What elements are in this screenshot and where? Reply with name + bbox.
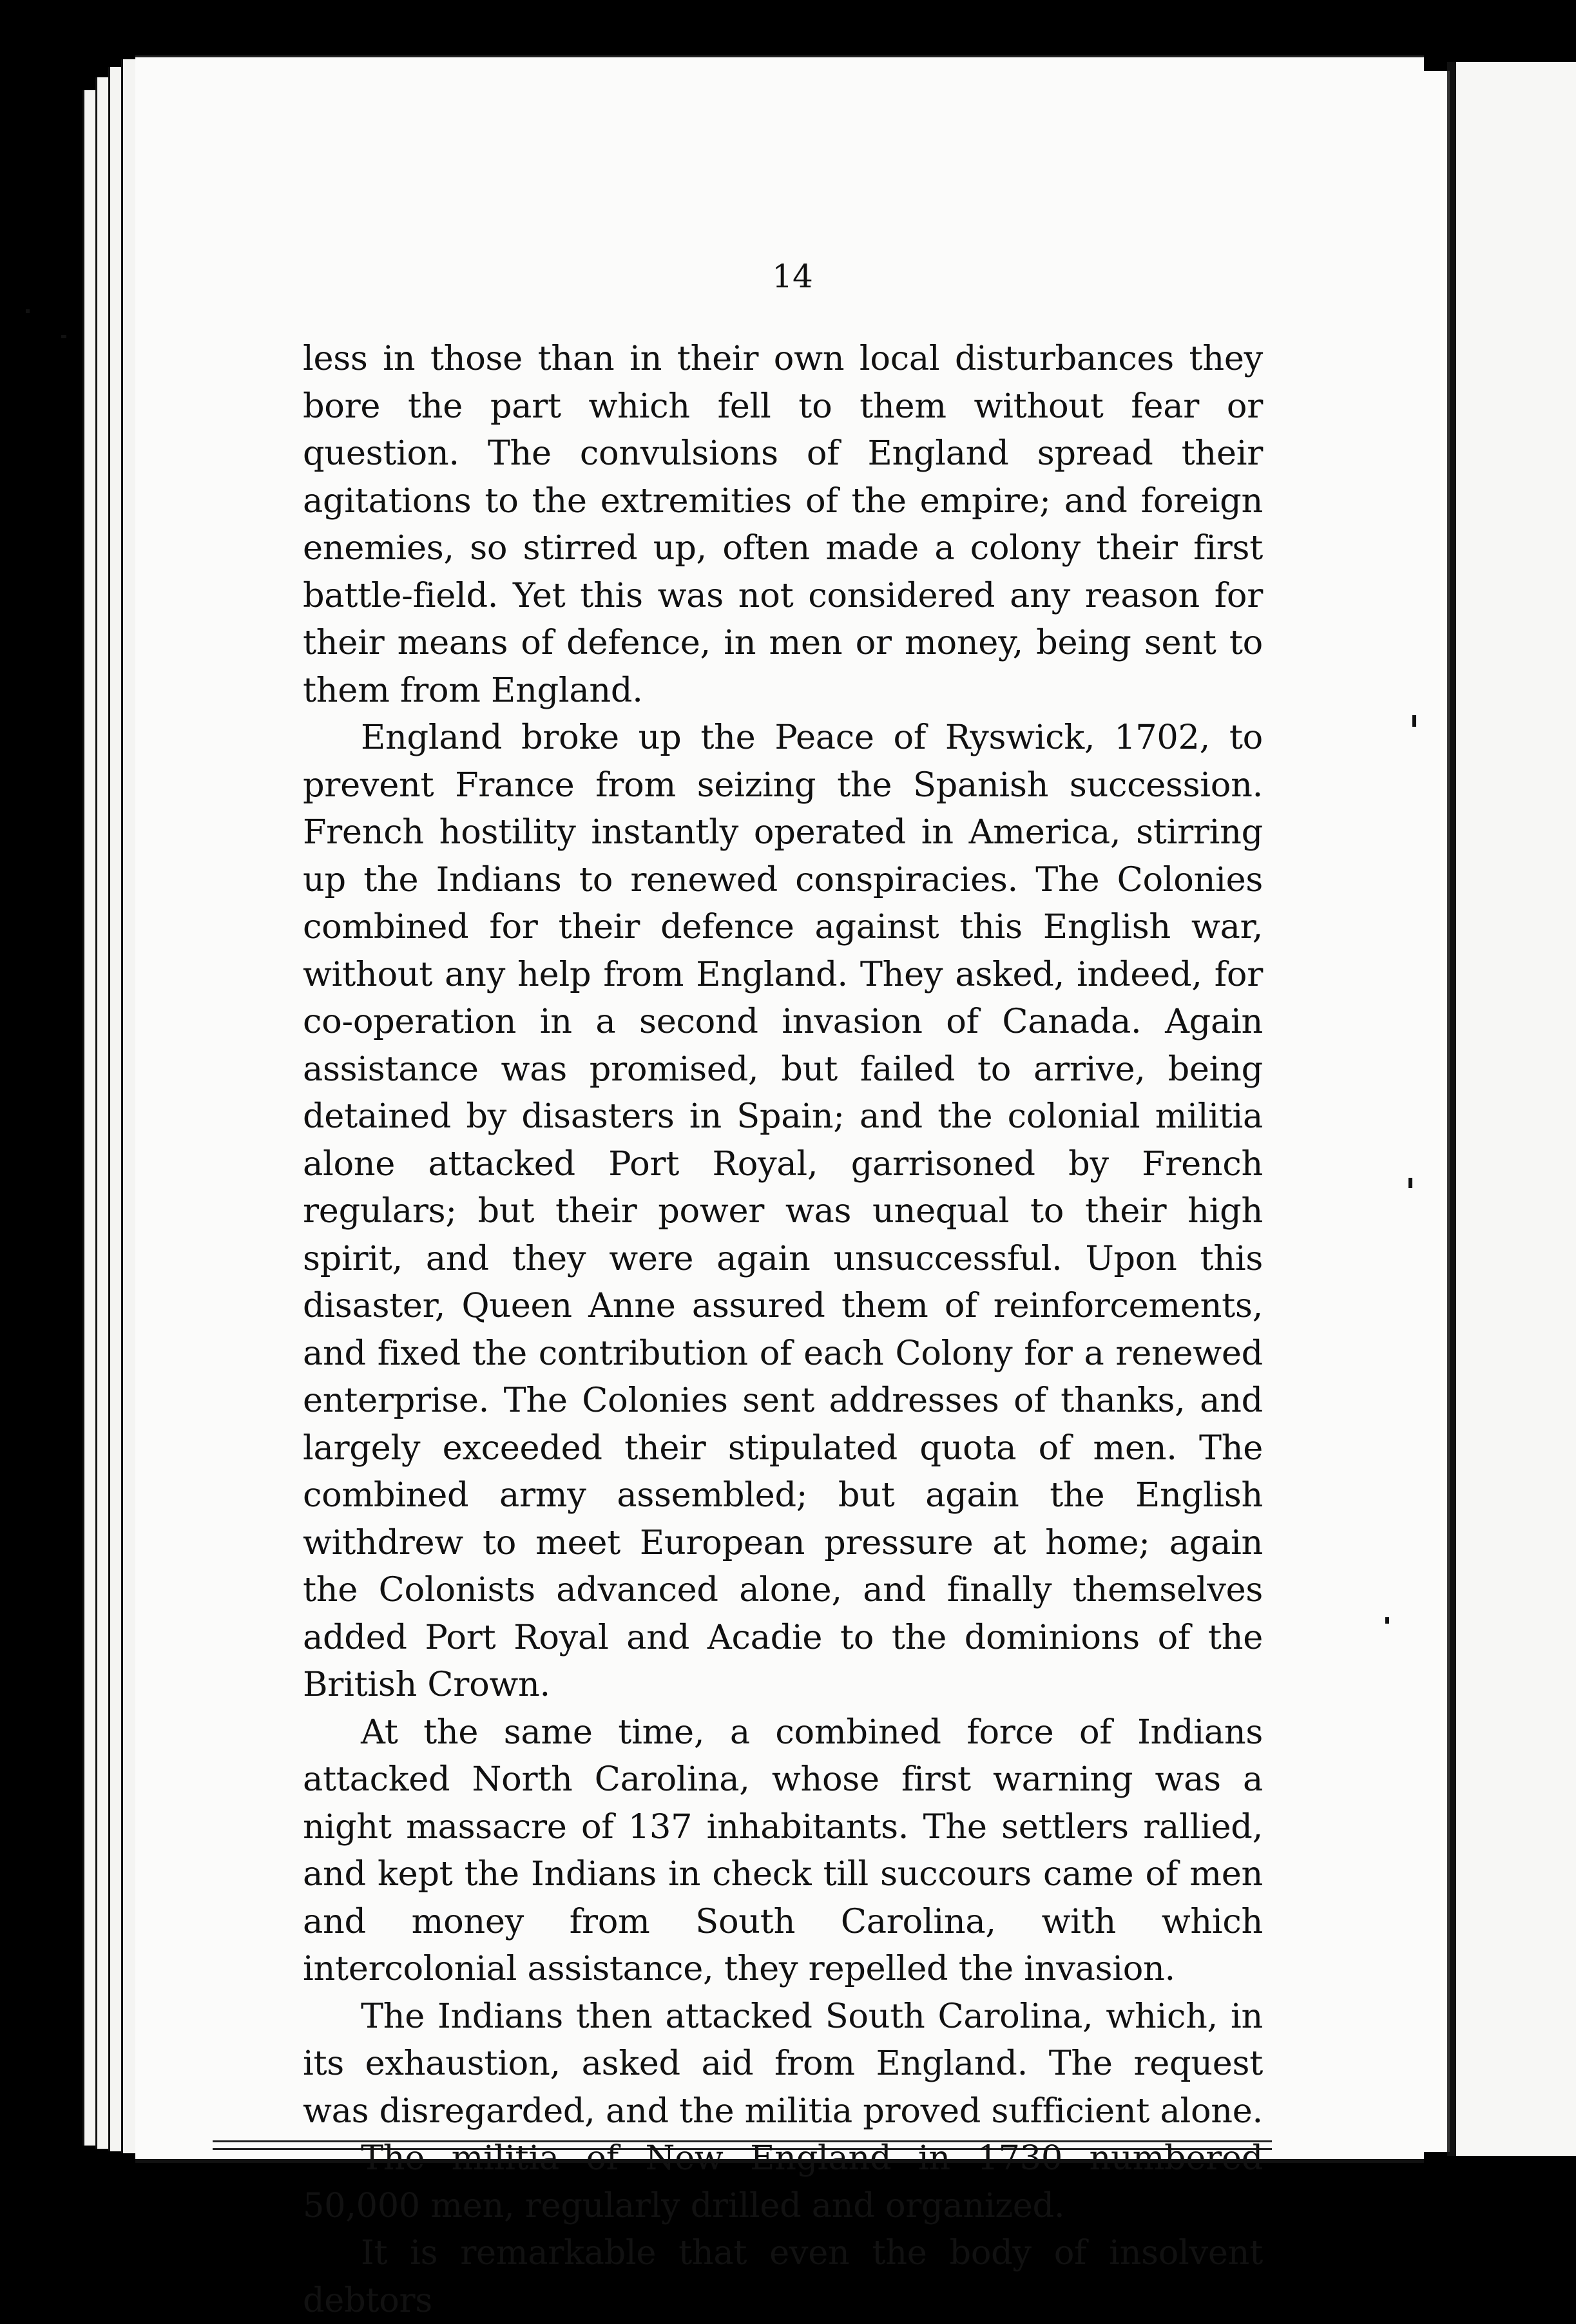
paragraph: The militia of New England in 1730 numbered 50,000 men, regularly drilled and organized. <box>303 2138 1263 2225</box>
facing-page <box>1447 62 1576 2156</box>
page-number: 14 <box>772 258 813 295</box>
paragraph: England broke up the Peace of Ryswick, 1702, to prevent France from seizing the Spanish succession. French hostility instantly operated in America, stirring up the Indians to renewed conspiracies. The Colonies combined for their defence against this English war, without any help from England. They asked, indeed, for co-operation in a second invasion of Canada. Again assistance was promised, but failed to arrive, being detained by disasters in Spain; and the colonial militia alone attacked Port Royal, garrisoned by French regulars; but their power was unequal to their high spirit, and they were again unsuccessful. Upon this disaster, Queen Anne assured them of reinforcements, and fixed the contribution of each Colony for a renewed enterprise. The Colonies sent addresses of thanks, and largely exceeded their stipulated quota of men. The combined army assembled; but again the English withdrew to meet European pressure at home; again the Colonists advanced alone, and finally themselves added Port Royal and Acadie to the dominions of the British Crown. <box>303 718 1263 1704</box>
paragraph: At the same time, a combined force of Indians attacked North Carolina, whose first warning was a night massacre of 137 inhabitants. The settlers rallied, and kept the Indians in check till succours came of men and money from South Carolina, with which intercolonial assistance, they repelled the invasion. <box>303 1712 1263 1988</box>
scan-speck <box>1385 1617 1389 1624</box>
paragraph: less in those than in their own local disturbances they bore the part which fell to them without fear or question. The convulsions of England spread their agitations to the extremities of the empire; and foreign enemies, so stirred up, often made a colony their first battle-field. Yet this was not considered any reason for their means of defence, in men or money, being sent to them from England. <box>303 339 1263 710</box>
scan-speck <box>1412 715 1416 727</box>
page-body <box>303 335 1263 2324</box>
scan-speck <box>1408 1178 1412 1188</box>
scan-speck <box>26 309 30 313</box>
paragraph: It is remarkable that even the body of insolvent debtors <box>303 2233 1263 2320</box>
gutter <box>1424 71 1450 2152</box>
scan-speck <box>61 335 66 338</box>
paragraph: The Indians then attacked South Carolina, which, in its exhaustion, asked aid from England. The request was disregarded, and the militia proved sufficient alone. <box>303 1996 1263 2131</box>
